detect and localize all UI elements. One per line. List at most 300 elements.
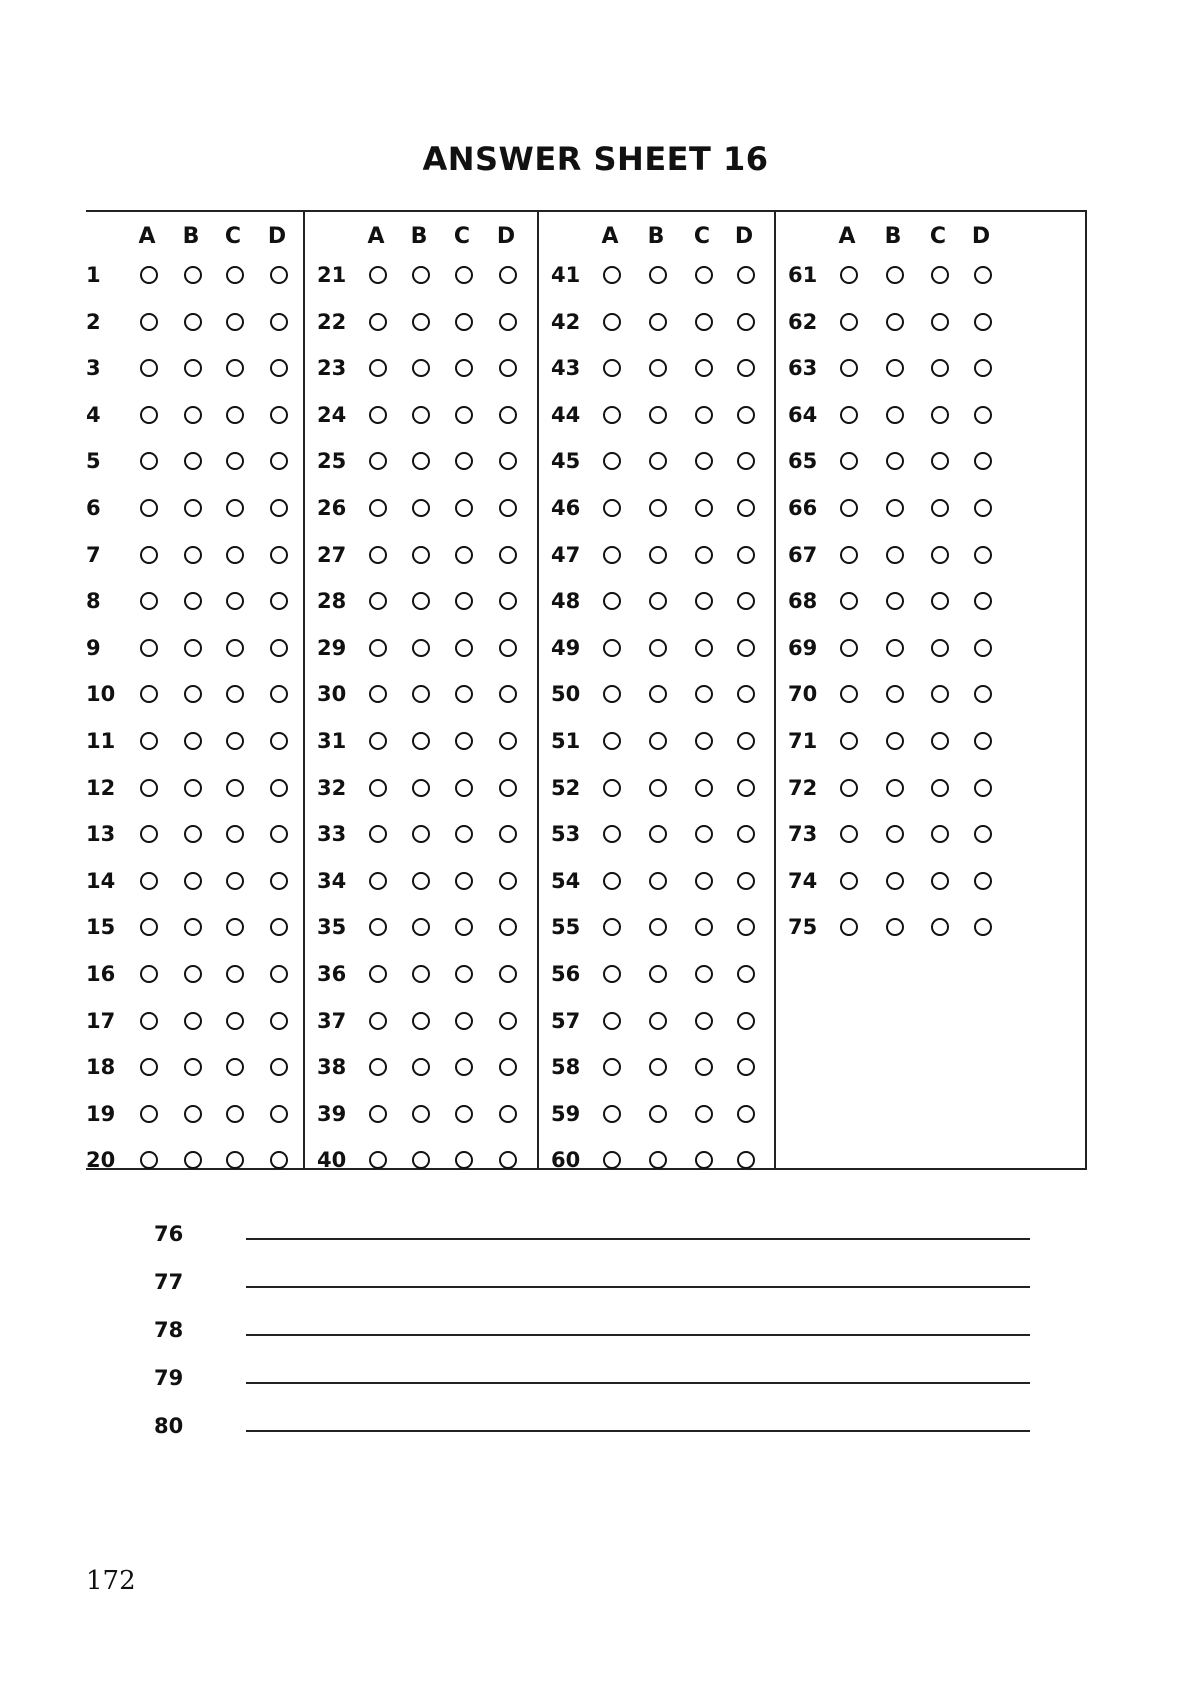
answer-bubble-b[interactable] [649, 1105, 667, 1123]
answer-bubble-a[interactable] [140, 685, 158, 703]
answer-bubble-a[interactable] [369, 313, 387, 331]
answer-bubble-d[interactable] [737, 732, 755, 750]
answer-bubble-a[interactable] [840, 452, 858, 470]
answer-bubble-a[interactable] [840, 313, 858, 331]
answer-bubble-c[interactable] [455, 685, 473, 703]
answer-bubble-a[interactable] [603, 965, 621, 983]
answer-bubble-b[interactable] [886, 685, 904, 703]
answer-bubble-d[interactable] [270, 266, 288, 284]
answer-bubble-d[interactable] [737, 452, 755, 470]
answer-bubble-c[interactable] [931, 639, 949, 657]
answer-bubble-d[interactable] [737, 685, 755, 703]
answer-bubble-d[interactable] [270, 918, 288, 936]
answer-bubble-c[interactable] [455, 918, 473, 936]
answer-bubble-b[interactable] [412, 266, 430, 284]
answer-bubble-c[interactable] [226, 359, 244, 377]
answer-bubble-b[interactable] [184, 732, 202, 750]
answer-bubble-d[interactable] [270, 313, 288, 331]
answer-bubble-d[interactable] [737, 825, 755, 843]
answer-bubble-c[interactable] [695, 732, 713, 750]
answer-bubble-c[interactable] [455, 359, 473, 377]
answer-bubble-c[interactable] [226, 452, 244, 470]
answer-bubble-d[interactable] [737, 779, 755, 797]
answer-bubble-a[interactable] [369, 359, 387, 377]
answer-bubble-c[interactable] [455, 266, 473, 284]
answer-bubble-d[interactable] [270, 1151, 288, 1169]
answer-bubble-c[interactable] [931, 732, 949, 750]
written-answer-line[interactable] [154, 1222, 1024, 1270]
answer-bubble-a[interactable] [369, 685, 387, 703]
answer-bubble-d[interactable] [737, 1105, 755, 1123]
answer-bubble-c[interactable] [931, 313, 949, 331]
answer-bubble-c[interactable] [455, 825, 473, 843]
answer-bubble-d[interactable] [270, 592, 288, 610]
answer-bubble-a[interactable] [369, 965, 387, 983]
answer-bubble-b[interactable] [184, 825, 202, 843]
answer-bubble-c[interactable] [931, 918, 949, 936]
answer-bubble-c[interactable] [695, 359, 713, 377]
answer-bubble-d[interactable] [499, 965, 517, 983]
answer-bubble-a[interactable] [840, 872, 858, 890]
answer-bubble-d[interactable] [737, 592, 755, 610]
answer-bubble-d[interactable] [499, 872, 517, 890]
answer-bubble-d[interactable] [499, 918, 517, 936]
answer-bubble-c[interactable] [695, 639, 713, 657]
answer-bubble-c[interactable] [226, 1012, 244, 1030]
answer-bubble-a[interactable] [140, 266, 158, 284]
answer-bubble-c[interactable] [931, 546, 949, 564]
answer-bubble-d[interactable] [737, 359, 755, 377]
answer-bubble-b[interactable] [649, 1058, 667, 1076]
answer-bubble-a[interactable] [840, 732, 858, 750]
answer-bubble-d[interactable] [737, 1012, 755, 1030]
answer-bubble-b[interactable] [649, 313, 667, 331]
answer-bubble-a[interactable] [369, 266, 387, 284]
answer-bubble-a[interactable] [603, 918, 621, 936]
answer-bubble-d[interactable] [499, 685, 517, 703]
answer-bubble-d[interactable] [499, 825, 517, 843]
answer-bubble-c[interactable] [455, 592, 473, 610]
answer-bubble-b[interactable] [649, 546, 667, 564]
answer-bubble-a[interactable] [140, 359, 158, 377]
answer-bubble-a[interactable] [603, 406, 621, 424]
answer-bubble-a[interactable] [603, 1012, 621, 1030]
answer-bubble-c[interactable] [455, 546, 473, 564]
answer-bubble-c[interactable] [226, 965, 244, 983]
answer-bubble-a[interactable] [603, 685, 621, 703]
answer-bubble-c[interactable] [695, 872, 713, 890]
answer-bubble-b[interactable] [649, 592, 667, 610]
answer-bubble-c[interactable] [455, 639, 473, 657]
answer-bubble-a[interactable] [369, 779, 387, 797]
answer-bubble-c[interactable] [695, 1058, 713, 1076]
answer-bubble-d[interactable] [499, 546, 517, 564]
answer-bubble-a[interactable] [603, 1105, 621, 1123]
answer-bubble-c[interactable] [455, 1151, 473, 1169]
answer-bubble-d[interactable] [974, 685, 992, 703]
answer-bubble-c[interactable] [455, 1105, 473, 1123]
answer-bubble-c[interactable] [931, 779, 949, 797]
written-answer-line[interactable] [154, 1318, 1024, 1366]
answer-bubble-b[interactable] [886, 546, 904, 564]
answer-bubble-d[interactable] [737, 965, 755, 983]
answer-bubble-d[interactable] [499, 1151, 517, 1169]
answer-bubble-d[interactable] [270, 965, 288, 983]
answer-bubble-b[interactable] [886, 499, 904, 517]
answer-bubble-a[interactable] [140, 546, 158, 564]
answer-bubble-c[interactable] [226, 499, 244, 517]
answer-bubble-b[interactable] [886, 732, 904, 750]
answer-bubble-d[interactable] [737, 406, 755, 424]
answer-bubble-b[interactable] [649, 872, 667, 890]
answer-bubble-b[interactable] [649, 1151, 667, 1169]
answer-bubble-a[interactable] [840, 359, 858, 377]
answer-bubble-b[interactable] [412, 1151, 430, 1169]
answer-bubble-a[interactable] [603, 266, 621, 284]
answer-bubble-c[interactable] [226, 685, 244, 703]
answer-bubble-a[interactable] [603, 779, 621, 797]
answer-bubble-c[interactable] [226, 872, 244, 890]
answer-bubble-d[interactable] [270, 452, 288, 470]
answer-bubble-d[interactable] [974, 266, 992, 284]
answer-bubble-a[interactable] [140, 918, 158, 936]
answer-bubble-d[interactable] [737, 918, 755, 936]
answer-bubble-a[interactable] [840, 918, 858, 936]
answer-bubble-c[interactable] [455, 872, 473, 890]
answer-bubble-a[interactable] [369, 1151, 387, 1169]
answer-bubble-d[interactable] [974, 499, 992, 517]
answer-bubble-b[interactable] [184, 639, 202, 657]
answer-bubble-a[interactable] [369, 546, 387, 564]
answer-bubble-d[interactable] [737, 313, 755, 331]
answer-bubble-d[interactable] [737, 546, 755, 564]
answer-bubble-b[interactable] [649, 825, 667, 843]
answer-bubble-b[interactable] [412, 1058, 430, 1076]
answer-bubble-a[interactable] [840, 779, 858, 797]
answer-bubble-b[interactable] [412, 918, 430, 936]
answer-bubble-a[interactable] [840, 685, 858, 703]
answer-bubble-b[interactable] [886, 359, 904, 377]
answer-bubble-b[interactable] [184, 965, 202, 983]
answer-bubble-a[interactable] [603, 313, 621, 331]
answer-bubble-c[interactable] [695, 685, 713, 703]
answer-bubble-b[interactable] [184, 779, 202, 797]
answer-bubble-c[interactable] [455, 406, 473, 424]
answer-bubble-c[interactable] [695, 825, 713, 843]
answer-bubble-b[interactable] [184, 872, 202, 890]
answer-bubble-b[interactable] [412, 872, 430, 890]
answer-bubble-d[interactable] [270, 1058, 288, 1076]
answer-bubble-c[interactable] [455, 499, 473, 517]
answer-bubble-b[interactable] [412, 452, 430, 470]
answer-bubble-b[interactable] [649, 965, 667, 983]
answer-bubble-a[interactable] [840, 592, 858, 610]
answer-bubble-b[interactable] [412, 779, 430, 797]
answer-bubble-c[interactable] [695, 965, 713, 983]
answer-bubble-b[interactable] [649, 452, 667, 470]
answer-bubble-b[interactable] [649, 732, 667, 750]
answer-bubble-d[interactable] [499, 313, 517, 331]
answer-bubble-a[interactable] [603, 872, 621, 890]
answer-bubble-b[interactable] [184, 685, 202, 703]
answer-bubble-d[interactable] [270, 639, 288, 657]
answer-bubble-a[interactable] [369, 1012, 387, 1030]
answer-bubble-a[interactable] [603, 825, 621, 843]
answer-bubble-d[interactable] [974, 779, 992, 797]
answer-bubble-b[interactable] [184, 1012, 202, 1030]
answer-bubble-b[interactable] [184, 1105, 202, 1123]
answer-bubble-a[interactable] [140, 452, 158, 470]
answer-bubble-b[interactable] [412, 313, 430, 331]
answer-bubble-d[interactable] [737, 872, 755, 890]
answer-bubble-c[interactable] [931, 452, 949, 470]
answer-bubble-c[interactable] [226, 918, 244, 936]
answer-bubble-d[interactable] [499, 1105, 517, 1123]
answer-bubble-d[interactable] [499, 779, 517, 797]
answer-bubble-c[interactable] [695, 779, 713, 797]
answer-bubble-a[interactable] [369, 406, 387, 424]
answer-bubble-a[interactable] [140, 779, 158, 797]
answer-bubble-b[interactable] [649, 406, 667, 424]
answer-bubble-b[interactable] [184, 1058, 202, 1076]
answer-bubble-a[interactable] [603, 546, 621, 564]
answer-bubble-a[interactable] [603, 732, 621, 750]
answer-bubble-b[interactable] [886, 918, 904, 936]
answer-bubble-b[interactable] [886, 592, 904, 610]
answer-bubble-d[interactable] [974, 639, 992, 657]
answer-bubble-b[interactable] [184, 359, 202, 377]
answer-bubble-d[interactable] [499, 359, 517, 377]
answer-bubble-a[interactable] [840, 825, 858, 843]
answer-bubble-b[interactable] [649, 685, 667, 703]
answer-bubble-a[interactable] [603, 1151, 621, 1169]
answer-bubble-d[interactable] [270, 825, 288, 843]
answer-bubble-b[interactable] [412, 406, 430, 424]
answer-bubble-c[interactable] [226, 592, 244, 610]
answer-bubble-a[interactable] [369, 452, 387, 470]
answer-bubble-a[interactable] [369, 732, 387, 750]
answer-bubble-a[interactable] [140, 406, 158, 424]
answer-bubble-b[interactable] [649, 1012, 667, 1030]
answer-bubble-b[interactable] [412, 1105, 430, 1123]
answer-bubble-b[interactable] [184, 313, 202, 331]
answer-bubble-d[interactable] [499, 406, 517, 424]
answer-bubble-b[interactable] [649, 266, 667, 284]
answer-bubble-d[interactable] [270, 1012, 288, 1030]
answer-bubble-d[interactable] [737, 1151, 755, 1169]
answer-bubble-b[interactable] [184, 452, 202, 470]
answer-bubble-b[interactable] [184, 266, 202, 284]
written-answer-line[interactable] [154, 1414, 1024, 1462]
answer-bubble-b[interactable] [184, 546, 202, 564]
answer-bubble-b[interactable] [886, 639, 904, 657]
answer-bubble-c[interactable] [695, 1151, 713, 1169]
answer-bubble-d[interactable] [270, 406, 288, 424]
answer-bubble-d[interactable] [499, 639, 517, 657]
answer-bubble-a[interactable] [140, 499, 158, 517]
answer-bubble-b[interactable] [184, 592, 202, 610]
answer-bubble-d[interactable] [270, 779, 288, 797]
answer-bubble-c[interactable] [226, 313, 244, 331]
answer-bubble-c[interactable] [695, 918, 713, 936]
answer-bubble-d[interactable] [737, 639, 755, 657]
answer-bubble-d[interactable] [499, 1012, 517, 1030]
answer-bubble-d[interactable] [974, 732, 992, 750]
answer-bubble-a[interactable] [140, 592, 158, 610]
answer-bubble-b[interactable] [412, 592, 430, 610]
answer-bubble-b[interactable] [412, 1012, 430, 1030]
answer-bubble-d[interactable] [270, 732, 288, 750]
answer-bubble-d[interactable] [499, 266, 517, 284]
answer-bubble-d[interactable] [270, 546, 288, 564]
answer-bubble-d[interactable] [499, 1058, 517, 1076]
answer-bubble-c[interactable] [695, 499, 713, 517]
answer-bubble-c[interactable] [455, 452, 473, 470]
answer-bubble-d[interactable] [974, 359, 992, 377]
answer-bubble-c[interactable] [226, 1105, 244, 1123]
answer-bubble-c[interactable] [931, 592, 949, 610]
answer-bubble-a[interactable] [840, 639, 858, 657]
answer-bubble-c[interactable] [226, 406, 244, 424]
answer-bubble-a[interactable] [603, 499, 621, 517]
answer-bubble-b[interactable] [886, 825, 904, 843]
answer-bubble-a[interactable] [140, 313, 158, 331]
answer-bubble-b[interactable] [412, 965, 430, 983]
answer-bubble-b[interactable] [412, 359, 430, 377]
answer-bubble-b[interactable] [649, 779, 667, 797]
answer-bubble-b[interactable] [649, 918, 667, 936]
answer-bubble-c[interactable] [695, 1012, 713, 1030]
answer-bubble-a[interactable] [603, 639, 621, 657]
answer-bubble-d[interactable] [974, 592, 992, 610]
answer-bubble-c[interactable] [931, 266, 949, 284]
answer-bubble-a[interactable] [369, 592, 387, 610]
answer-bubble-b[interactable] [412, 825, 430, 843]
answer-bubble-d[interactable] [974, 313, 992, 331]
answer-bubble-c[interactable] [931, 872, 949, 890]
answer-bubble-c[interactable] [931, 499, 949, 517]
answer-bubble-c[interactable] [226, 266, 244, 284]
answer-bubble-a[interactable] [369, 918, 387, 936]
answer-bubble-d[interactable] [974, 825, 992, 843]
answer-bubble-b[interactable] [412, 685, 430, 703]
answer-bubble-b[interactable] [412, 499, 430, 517]
answer-bubble-b[interactable] [184, 499, 202, 517]
answer-bubble-d[interactable] [270, 1105, 288, 1123]
answer-bubble-a[interactable] [140, 965, 158, 983]
answer-bubble-c[interactable] [695, 1105, 713, 1123]
written-answer-line[interactable] [154, 1366, 1024, 1414]
answer-bubble-a[interactable] [140, 1105, 158, 1123]
answer-bubble-b[interactable] [886, 313, 904, 331]
answer-bubble-d[interactable] [974, 546, 992, 564]
answer-bubble-a[interactable] [840, 546, 858, 564]
answer-bubble-b[interactable] [412, 639, 430, 657]
answer-bubble-c[interactable] [695, 452, 713, 470]
answer-bubble-a[interactable] [369, 1105, 387, 1123]
answer-bubble-d[interactable] [737, 1058, 755, 1076]
answer-bubble-b[interactable] [886, 872, 904, 890]
answer-bubble-b[interactable] [649, 639, 667, 657]
answer-bubble-c[interactable] [455, 1058, 473, 1076]
answer-bubble-c[interactable] [931, 359, 949, 377]
answer-bubble-c[interactable] [695, 546, 713, 564]
answer-bubble-c[interactable] [931, 406, 949, 424]
answer-bubble-d[interactable] [270, 499, 288, 517]
answer-bubble-c[interactable] [695, 406, 713, 424]
answer-bubble-a[interactable] [140, 1012, 158, 1030]
answer-bubble-a[interactable] [840, 406, 858, 424]
answer-bubble-b[interactable] [412, 732, 430, 750]
answer-bubble-b[interactable] [886, 266, 904, 284]
answer-bubble-c[interactable] [226, 825, 244, 843]
answer-bubble-b[interactable] [649, 359, 667, 377]
answer-bubble-d[interactable] [974, 872, 992, 890]
answer-bubble-b[interactable] [886, 406, 904, 424]
answer-bubble-d[interactable] [499, 592, 517, 610]
answer-bubble-c[interactable] [931, 825, 949, 843]
answer-bubble-d[interactable] [499, 499, 517, 517]
answer-bubble-b[interactable] [649, 499, 667, 517]
answer-bubble-a[interactable] [369, 872, 387, 890]
answer-bubble-d[interactable] [499, 732, 517, 750]
answer-bubble-a[interactable] [369, 1058, 387, 1076]
answer-bubble-c[interactable] [455, 1012, 473, 1030]
answer-bubble-b[interactable] [184, 1151, 202, 1169]
answer-bubble-a[interactable] [840, 499, 858, 517]
answer-bubble-a[interactable] [369, 825, 387, 843]
answer-bubble-a[interactable] [140, 1151, 158, 1169]
answer-bubble-c[interactable] [226, 1058, 244, 1076]
answer-bubble-b[interactable] [184, 918, 202, 936]
answer-bubble-c[interactable] [226, 779, 244, 797]
answer-bubble-b[interactable] [412, 546, 430, 564]
answer-bubble-b[interactable] [184, 406, 202, 424]
answer-bubble-c[interactable] [455, 779, 473, 797]
answer-bubble-a[interactable] [603, 452, 621, 470]
answer-bubble-a[interactable] [140, 825, 158, 843]
answer-bubble-a[interactable] [603, 1058, 621, 1076]
answer-bubble-c[interactable] [455, 732, 473, 750]
answer-bubble-d[interactable] [737, 499, 755, 517]
answer-bubble-d[interactable] [974, 452, 992, 470]
answer-bubble-d[interactable] [270, 872, 288, 890]
answer-bubble-c[interactable] [695, 592, 713, 610]
answer-bubble-d[interactable] [270, 685, 288, 703]
answer-bubble-c[interactable] [455, 965, 473, 983]
answer-bubble-a[interactable] [140, 639, 158, 657]
answer-bubble-d[interactable] [737, 266, 755, 284]
answer-bubble-a[interactable] [140, 732, 158, 750]
answer-bubble-d[interactable] [270, 359, 288, 377]
answer-bubble-a[interactable] [369, 639, 387, 657]
answer-bubble-d[interactable] [974, 406, 992, 424]
answer-bubble-c[interactable] [695, 266, 713, 284]
answer-bubble-c[interactable] [931, 685, 949, 703]
answer-bubble-a[interactable] [840, 266, 858, 284]
answer-bubble-c[interactable] [455, 313, 473, 331]
answer-bubble-a[interactable] [603, 592, 621, 610]
answer-bubble-b[interactable] [886, 452, 904, 470]
answer-bubble-b[interactable] [886, 779, 904, 797]
answer-bubble-a[interactable] [369, 499, 387, 517]
answer-bubble-a[interactable] [140, 872, 158, 890]
answer-bubble-d[interactable] [974, 918, 992, 936]
answer-bubble-c[interactable] [695, 313, 713, 331]
answer-bubble-a[interactable] [603, 359, 621, 377]
written-answer-line[interactable] [154, 1270, 1024, 1318]
answer-bubble-c[interactable] [226, 639, 244, 657]
